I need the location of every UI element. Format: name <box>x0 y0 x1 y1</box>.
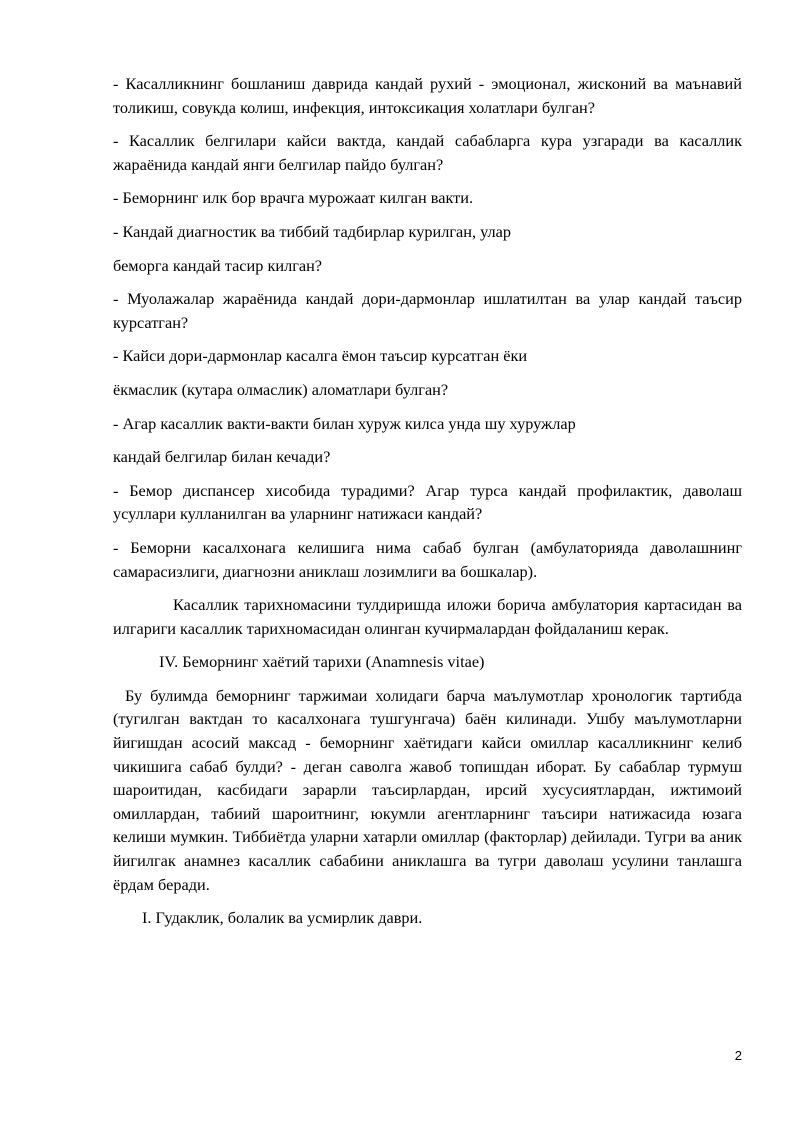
question-item: - Муолажалар жараёнида кандай дори-дармонлар ишлатилтан ва улар кандай таъсир курсатган? <box>113 289 742 332</box>
question-item-continuation: кандай белгилар билан кечади? <box>113 447 331 467</box>
question-item-continuation: беморга кандай тасир килган? <box>113 255 323 275</box>
question-item: - Кайси дори-дармонлар касалга ёмон таъсир курсатган ёки <box>113 346 528 366</box>
body-paragraph: Бу булимда беморнинг таржимаи холидаги барча маълумотлар хронологик тартибда (тугилган вактдан то касалхонага тушгунгача) баён килинади. Ушбу маълумотларни йигишдан асосий максад - беморнинг хаётидаги кайси омиллар касалликнинг келиб чикишига сабаб булди? - деган саволга жавоб топишдан иборат. Бу сабаблар турмуш шароитидан, касбидаги зарарли таъсирлардан, ирсий хусусиятлардан, ижтимоий омиллардан, табиий шароитнинг, юкумли агентларнинг таъсири натижасида юзага келиши мумкин. Тиббиётда уларни хатарли омиллар (факторлар) дейилади. Тугри ва аник йигилгак анамнез касаллик сабабини аниклашга ва тугри даволаш усулини танлашга ёрдам беради. <box>113 685 742 894</box>
question-item: - Касалликнинг бошланиш даврида кандай рухий - эмоционал, жисконий ва маънавий толикиш, совукда колиш, инфекция, интоксикация холатлари булган? <box>113 74 742 117</box>
question-item-continuation: ёкмаслик (кутара олмаслик) аломатлари булган? <box>113 379 449 399</box>
question-item: - Касаллик белгилари кайси вактда, кандай сабабларга кура узгаради ва касаллик жараёнида кандай янги белгилар пайдо булган? <box>113 131 742 174</box>
question-item: - Кандай диагностик ва тиббий тадбирлар курилган, улар <box>113 221 512 241</box>
question-item: - Агар касаллик вакти-вакти билан хуруж килса унда шу хуружлар <box>113 413 576 433</box>
note-paragraph: Касаллик тарихномасини тулдиришда иложи борича амбулатория картасидан ва илгариги касаллик тарихномасидан олинган кучирмалардан фойдаланиш керак. <box>113 595 742 638</box>
document-page <box>113 72 742 940</box>
question-item: - Бемор диспансер хисобида турадими? Агар турса кандай профилактик, даволаш усуллари кулланилган ва уларнинг натижаси кандай? <box>113 480 742 524</box>
section-heading: IV. Беморнинг хаётий тарихи (Anamnesis vitae) <box>159 652 485 672</box>
question-item: - Беморнинг илк бор врачга мурожаат килган вакти. <box>113 188 474 208</box>
subsection-heading: I. Гудаклик, болалик ва усмирлик даври. <box>142 908 423 928</box>
question-item: - Беморни касалхонага келишига нима сабаб булган (амбулаторияда даволашнинг самарасизлиги, диагнозни аниклаш лозимлиги ва бошкалар). <box>113 537 742 581</box>
page-number: 2 <box>734 1048 742 1063</box>
